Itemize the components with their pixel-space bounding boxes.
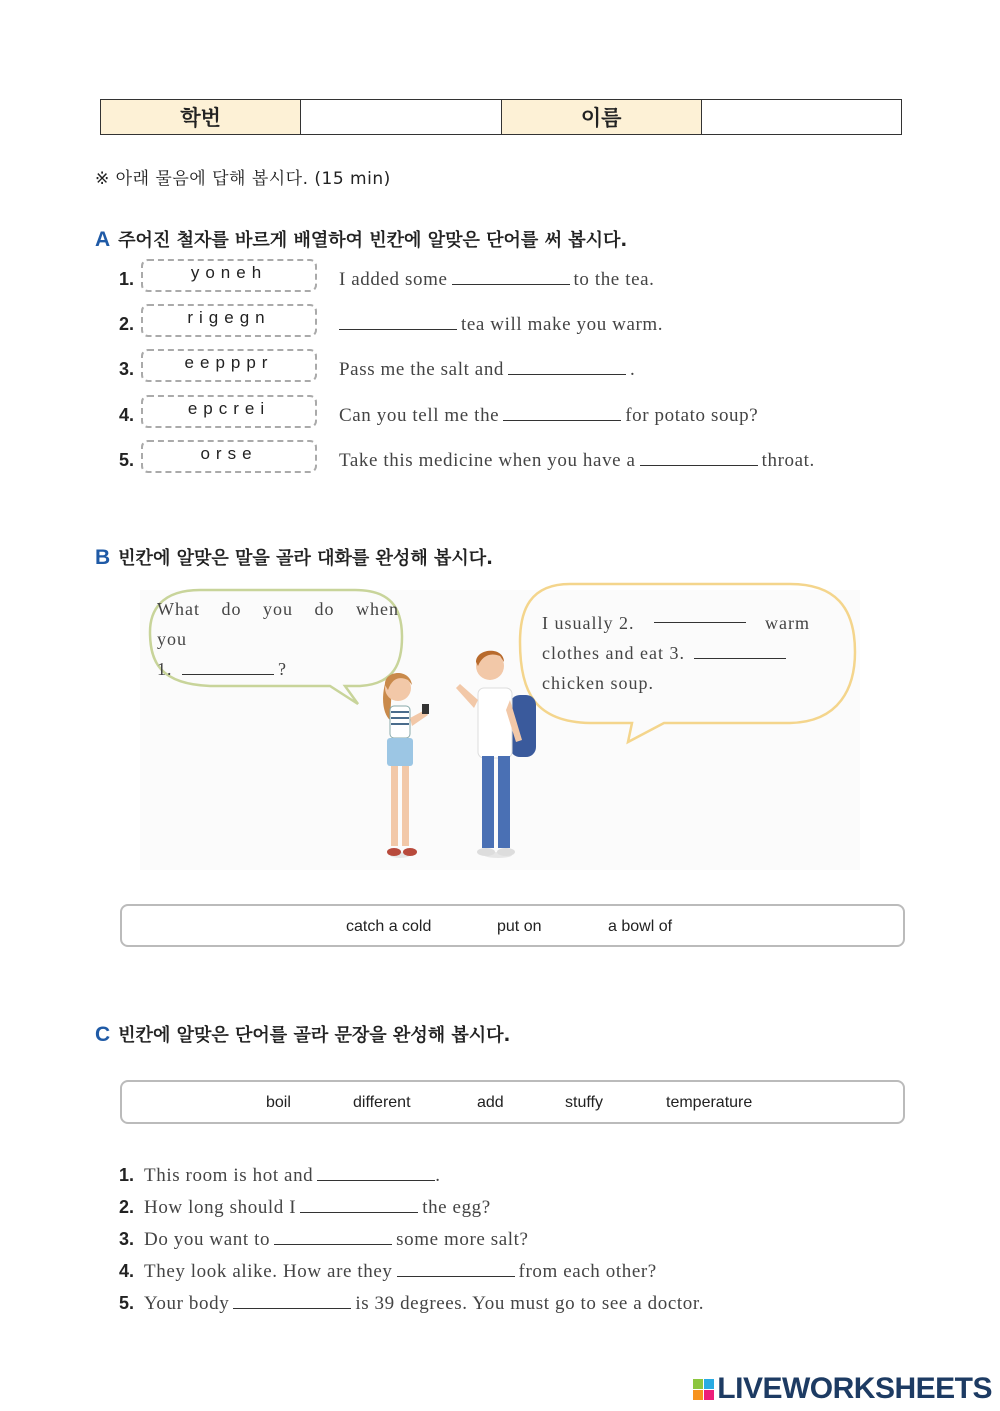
answer-blank[interactable] [274, 1230, 392, 1245]
sentence-after: . [435, 1165, 441, 1186]
section-a-sentence [339, 450, 815, 472]
section-c-number: 1. [119, 1165, 135, 1185]
word-bank-item[interactable]: a bowl of [608, 918, 673, 935]
boy-figure [456, 651, 536, 858]
scramble-box: epcrei [141, 395, 317, 428]
word-bank-item[interactable]: stuffy [565, 1094, 603, 1111]
answer-blank[interactable] [300, 1198, 418, 1213]
section-c-sentence [144, 1261, 657, 1282]
section-a-number: 1. [119, 269, 135, 289]
section-a-number: 5. [119, 450, 135, 470]
answer-blank[interactable] [233, 1294, 351, 1309]
section-c-sentence [144, 1293, 704, 1314]
section-c-word-bank [120, 1080, 905, 1124]
left-bubble-line2: you [157, 629, 187, 649]
section-c-sentence [144, 1165, 441, 1186]
section-a-sentence [339, 405, 758, 427]
answer-blank[interactable] [503, 406, 621, 421]
sentence-after: tea will make you warm. [461, 314, 664, 335]
section-c-number: 3. [119, 1229, 135, 1249]
scramble-box: yoneh [141, 259, 317, 292]
instruction-text: ※ 아래 물음에 답해 봅시다. (15 min) [95, 169, 391, 189]
blank-b1[interactable] [182, 660, 274, 675]
sentence-before: I added some [339, 269, 448, 290]
blank-b2[interactable] [654, 608, 746, 623]
section-c-row [119, 1165, 441, 1187]
name-field[interactable] [702, 100, 901, 134]
sentence-before: Can you tell me the [339, 405, 500, 426]
student-info-table [100, 99, 902, 135]
sentence-before: Pass me the salt and [339, 359, 505, 380]
right-bubble-line1: I usually 2. warm [542, 608, 810, 638]
section-c-row [119, 1293, 704, 1315]
sentence-after: for potato soup? [625, 405, 759, 426]
section-a-sentence [339, 359, 635, 381]
sentence-after: the egg? [422, 1197, 491, 1218]
section-c-letter: C [95, 1023, 111, 1046]
sentence-before: Do you want to [144, 1229, 271, 1250]
sentence-after: some more salt? [396, 1229, 529, 1250]
student-id-field[interactable] [301, 100, 501, 134]
section-a-number: 3. [119, 359, 135, 379]
two-people-illustration [370, 640, 550, 865]
scramble-box: eepppr [141, 349, 317, 382]
sentence-after: to the tea. [573, 269, 655, 290]
name-label: 이름 [502, 100, 702, 134]
scramble-box: rigegn [141, 304, 317, 337]
sentence-after: is 39 degrees. You must go to see a doctor. [355, 1293, 705, 1314]
right-bubble-line2: clothes and eat 3. [542, 638, 810, 668]
section-a-title-text: 주어진 철자를 바르게 배열하여 빈칸에 알맞은 단어를 써 봅시다. [118, 230, 628, 251]
answer-blank[interactable] [397, 1262, 515, 1277]
right-bubble-line3: chicken soup. [542, 673, 654, 693]
word-bank-item[interactable]: catch a cold [346, 918, 432, 935]
word-bank-item[interactable]: add [477, 1094, 504, 1111]
section-a-number: 4. [119, 405, 135, 425]
word-bank-item[interactable]: put on [497, 918, 542, 935]
section-b-title [95, 544, 493, 570]
answer-blank[interactable] [452, 270, 570, 285]
section-c-sentence [144, 1229, 529, 1250]
answer-blank[interactable] [508, 360, 626, 375]
sentence-before: This room is hot and [144, 1165, 314, 1186]
section-c-row [119, 1261, 657, 1283]
section-b-title-text: 빈칸에 알맞은 말을 골라 대화를 완성해 봅시다. [118, 548, 493, 569]
section-c-row [119, 1197, 491, 1219]
section-c-title-text: 빈칸에 알맞은 단어를 골라 문장을 완성해 봅시다. [118, 1025, 511, 1046]
sentence-after: . [630, 359, 636, 380]
right-bubble-text [542, 608, 810, 698]
section-a-letter: A [95, 228, 111, 251]
section-c-number: 5. [119, 1293, 135, 1313]
section-b-letter: B [95, 546, 111, 569]
scramble-box: orse [141, 440, 317, 473]
logo-text: LIVEWORKSHEETS [717, 1372, 992, 1405]
logo-icon [693, 1379, 714, 1400]
sentence-after: throat. [761, 450, 815, 471]
section-a-title [95, 226, 627, 252]
sentence-before: How long should I [144, 1197, 297, 1218]
left-bubble-text [157, 594, 399, 684]
section-c-title [95, 1021, 510, 1047]
section-b-word-bank [120, 904, 905, 947]
blank-b3[interactable] [694, 644, 786, 659]
left-bubble-line3: 1. ? [157, 659, 287, 679]
section-a-sentence [339, 314, 663, 336]
word-bank-item[interactable]: temperature [666, 1094, 753, 1111]
left-bubble-line1: What do you do when [157, 599, 399, 619]
section-c-number: 2. [119, 1197, 135, 1217]
word-bank-item[interactable]: boil [266, 1094, 291, 1111]
section-c-number: 4. [119, 1261, 135, 1281]
section-a-number: 2. [119, 314, 135, 334]
section-a-sentence [339, 269, 655, 291]
answer-blank[interactable] [339, 315, 457, 330]
sentence-before: Your body [144, 1293, 230, 1314]
section-c-sentence [144, 1197, 491, 1218]
answer-blank[interactable] [317, 1166, 435, 1181]
section-c-row [119, 1229, 529, 1251]
word-bank-item[interactable]: different [353, 1094, 411, 1111]
liveworksheets-logo [693, 1372, 992, 1406]
girl-figure [383, 673, 429, 858]
sentence-before: Take this medicine when you have a [339, 450, 636, 471]
student-id-label: 학번 [101, 100, 301, 134]
sentence-after: from each other? [518, 1261, 657, 1282]
answer-blank[interactable] [640, 451, 758, 466]
sentence-before: They look alike. How are they [144, 1261, 393, 1282]
